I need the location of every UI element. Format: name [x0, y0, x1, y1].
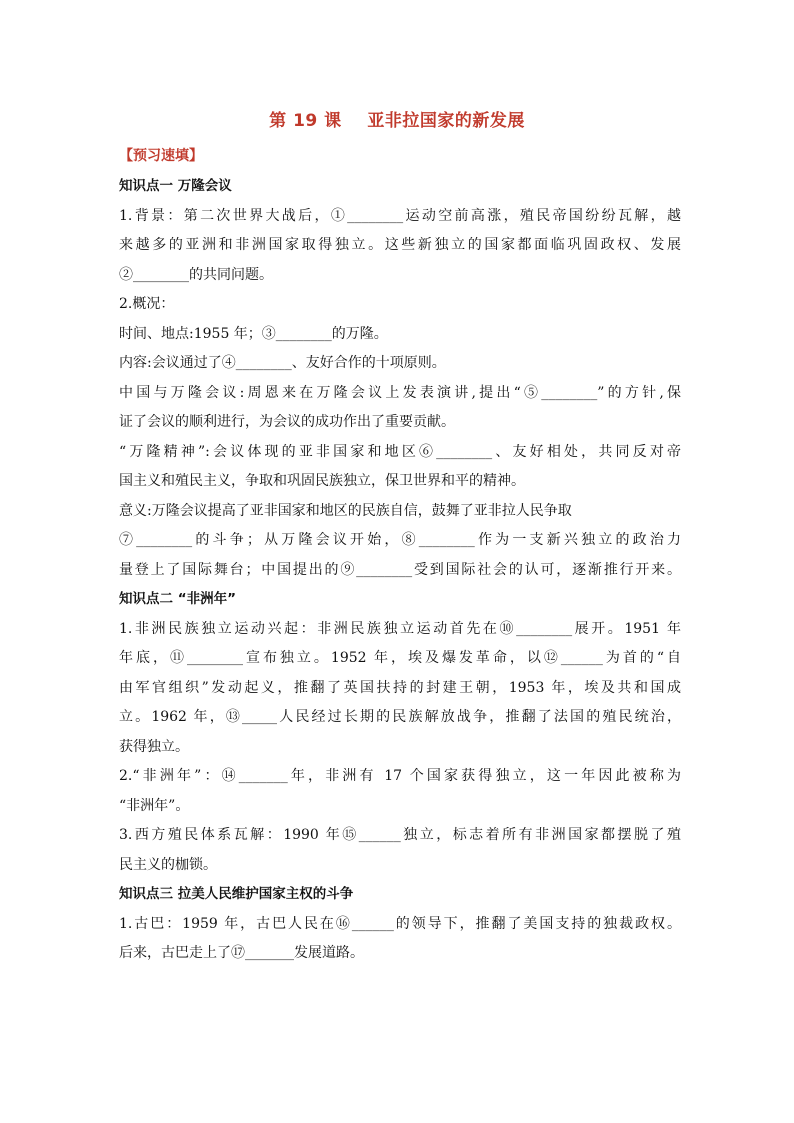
paragraph-line: 意义:万隆会议提高了亚非国家和地区的民族自信，鼓舞了亚非拉人民争取: [119, 502, 572, 519]
paragraph-line: 3.西方殖民体系瓦解：1990 年⑮______独立，标志着所有非洲国家都摆脱了殖: [119, 827, 681, 843]
paragraph-line: 1.背景：第二次世界大战后，①________运动空前高涨，殖民帝国纷纷瓦解，越: [119, 207, 681, 224]
paragraph-line: 民主义的枷锁。: [119, 856, 217, 873]
paragraph-line: 2.“非洲年”：⑭_______年，非洲有 17 个国家获得独立，这一年因此被称为: [119, 768, 681, 784]
paragraph-line: 量登上了国际舞台；中国提出的⑨________受到国际社会的认可，逐渐推行开来。: [119, 561, 681, 578]
paragraph-line: 后来，古巴走上了⑰_______发展道路。: [119, 945, 364, 961]
paragraph-line: “万隆精神”:会议体现的亚非国家和地区⑥________、友好相处，共同反对帝: [119, 443, 681, 460]
paragraph-line: “非洲年”。: [119, 797, 190, 814]
section-heading-3: 知识点三 拉美人民维护国家主权的斗争: [119, 886, 354, 902]
paragraph-line: 1.非洲民族独立运动兴起：非洲民族独立运动首先在⑩________展开。1951 年: [119, 620, 681, 637]
paragraph-line: 由军官组织”发动起义，推翻了英国扶持的封建王朝，1953 年，埃及共和国成: [119, 679, 681, 696]
section-heading-1: 知识点一 万隆会议: [119, 178, 232, 194]
paragraph-line: 获得独立。: [119, 738, 189, 755]
paragraph-line: 年底，⑪________宣布独立。1952 年，埃及爆发革命，以⑫______为首的“自: [119, 650, 681, 666]
document-body: [119, 172, 681, 969]
paragraph-line: ⑦________的斗争；从万隆会议开始，⑧________作为一支新兴独立的政治力: [119, 532, 681, 548]
paragraph-line: 内容:会议通过了④________、友好合作的十项原则。: [119, 355, 446, 371]
paragraph-line: 来越多的亚洲和非洲国家取得独立。这些新独立的国家都面临巩固政权、发展: [119, 237, 681, 253]
paragraph-line: 中国与万隆会议:周恩来在万隆会议上发表演讲,提出“⑤________”的方针,保: [119, 384, 681, 401]
preview-tag: 【预习速填】: [119, 148, 203, 164]
paragraph-line: 2.概况：: [119, 296, 175, 312]
paragraph-line: 1.古巴：1959 年，古巴人民在⑯______的领导下，推翻了美国支持的独裁政权。: [119, 915, 681, 932]
paragraph-line: ②________的共同问题。: [119, 266, 273, 283]
paragraph-line: 国主义和殖民主义，争取和巩固民族独立，保卫世界和平的精神。: [119, 473, 525, 489]
paragraph-line: 时间、地点:1955 年；③________的万隆。: [119, 325, 388, 342]
paragraph-line: 证了会议的顺利进行，为会议的成功作出了重要贡献。: [119, 414, 455, 430]
paragraph-line: 立。1962 年，⑬_____人民经过长期的民族解放战争，推翻了法国的殖民统治，: [119, 709, 681, 725]
section-heading-2: 知识点二 “非洲年”: [119, 591, 236, 607]
page-title: 第 19 课 亚非拉国家的新发展: [269, 111, 525, 131]
